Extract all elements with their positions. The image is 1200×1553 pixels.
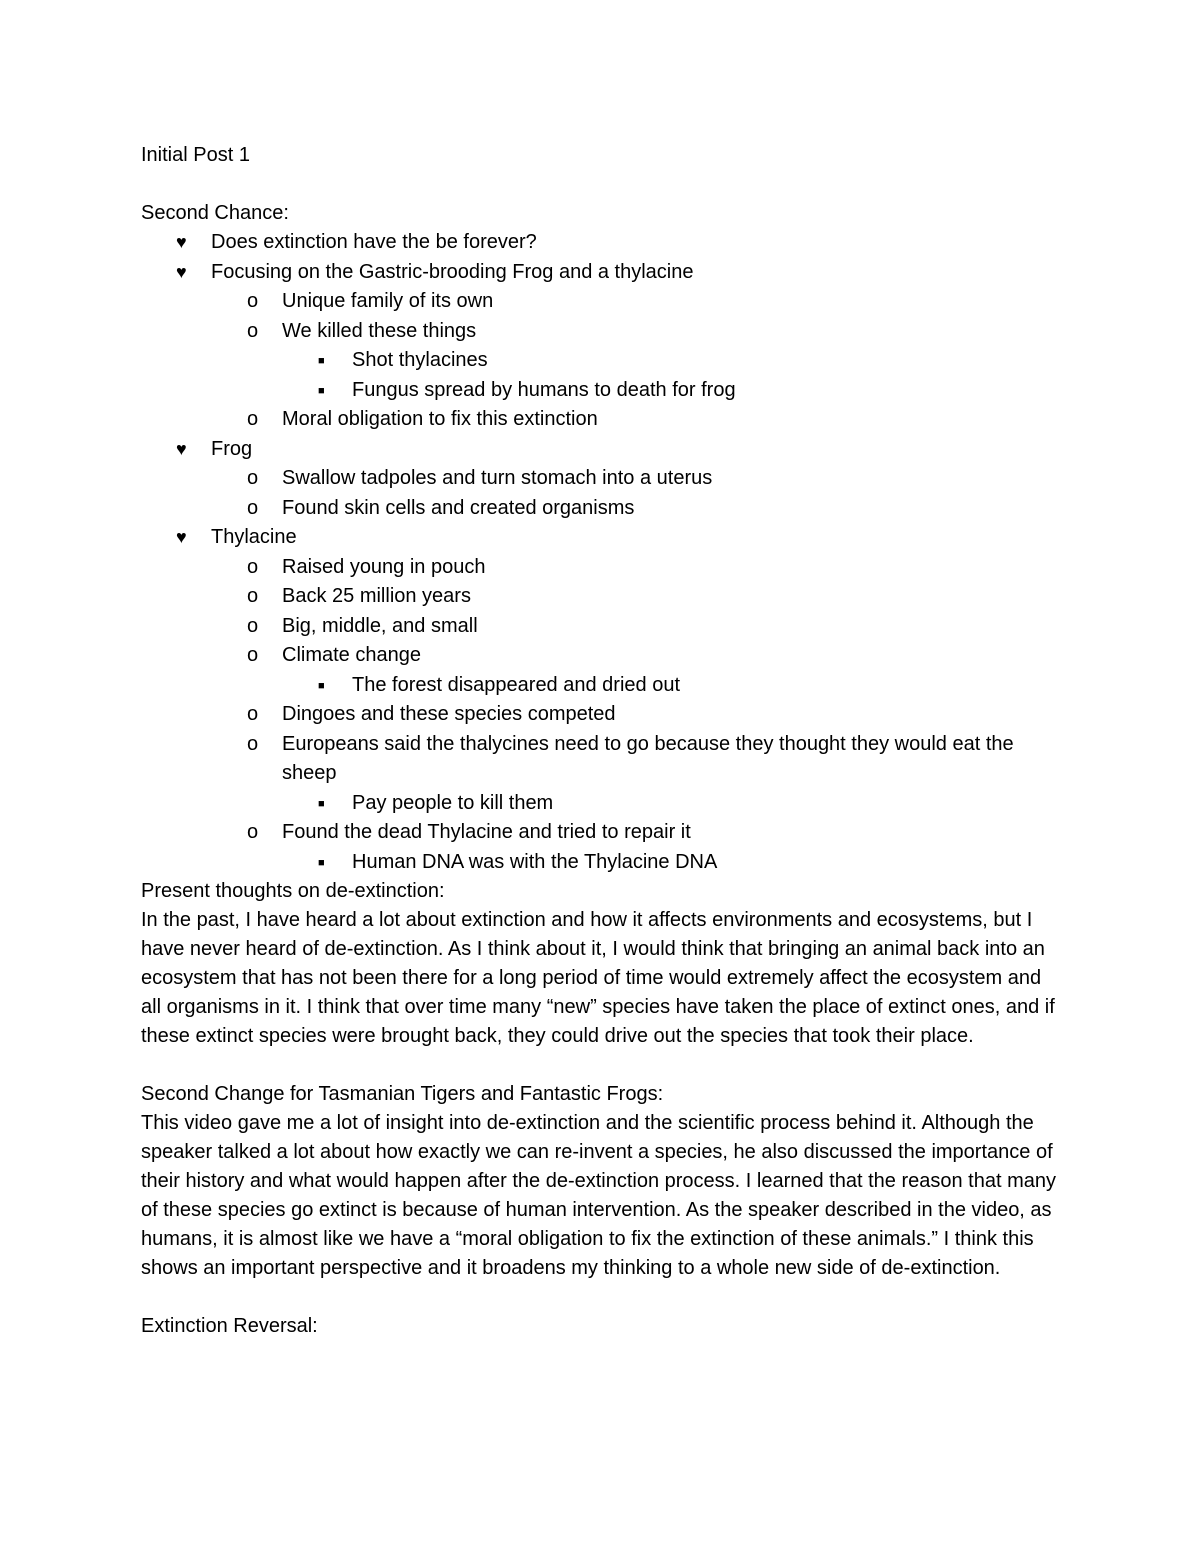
list-item xyxy=(141,376,1061,406)
list-item-text: Shot thylacines xyxy=(352,349,488,371)
list-item xyxy=(141,317,1061,347)
circle-bullet-icon: o xyxy=(247,585,259,607)
spacer xyxy=(141,1283,1061,1312)
list-item xyxy=(141,553,1061,583)
list-item xyxy=(141,405,1061,435)
list-item xyxy=(141,730,1061,789)
list-item-text: Focusing on the Gastric-brooding Frog and a thylacine xyxy=(211,260,694,283)
list-item-text: The forest disappeared and dried out xyxy=(352,673,680,696)
list-item xyxy=(141,228,1061,258)
circle-bullet-icon: o xyxy=(247,555,259,578)
list-item-text: Fungus spread by humans to death for frog xyxy=(352,378,736,401)
list-item-text: Frog xyxy=(211,437,253,460)
section-heading-present-thoughts: Present thoughts on de-extinction: xyxy=(141,880,445,902)
list-item xyxy=(141,700,1061,730)
list-item xyxy=(141,612,1061,642)
section-heading-second-change: Second Change for Tasmanian Tigers and Fantastic Frogs: xyxy=(141,1083,664,1105)
list-item xyxy=(141,848,1061,878)
list-item xyxy=(141,671,1061,701)
list-item-text: Big, middle, and small xyxy=(282,614,478,637)
list-item xyxy=(141,582,1061,612)
list-item xyxy=(141,523,1061,553)
list-item-text: Moral obligation to fix this extinction xyxy=(282,408,598,430)
video-reflection-paragraph: This video gave me a lot of insight into de-extinction and the scientific process behind it. Although the speaker talked a lot about how exactly we can re-invent a species, he also discussed the importance of their history and what would happen after the de-extinction process. I learned that the reason that many of these species go extinct is because of human intervention. As the speaker described in the video, as humans, it is almost like we have a “moral obligation to fix the extinction of these animals.” I think this shows an important perspective and it broadens my thinking to a whole new side of de-extinction. xyxy=(141,1112,1056,1279)
list-item-text: Found skin cells and created organisms xyxy=(282,496,635,519)
circle-bullet-icon: o xyxy=(247,319,259,342)
list-item-text: Dingoes and these species competed xyxy=(282,703,616,725)
circle-bullet-icon: o xyxy=(247,732,259,755)
list-item-text: Raised young in pouch xyxy=(282,555,486,578)
list-item-text: Back 25 million years xyxy=(282,585,471,607)
list-item-text: Human DNA was with the Thylacine DNA xyxy=(352,850,718,873)
square-bullet-icon: ■ xyxy=(318,355,325,367)
list-item-text: Thylacine xyxy=(211,526,297,548)
list-item xyxy=(141,641,1061,671)
list-item-text: Swallow tadpoles and turn stomach into a uterus xyxy=(282,467,713,489)
document-content xyxy=(141,141,1061,1341)
list-item-text: Europeans said the thalycines need to go because they thought they would eat the sheep xyxy=(282,732,1014,784)
list-item xyxy=(141,435,1061,465)
section-heading-second-chance: Second Chance: xyxy=(141,202,289,224)
circle-bullet-icon: o xyxy=(247,467,259,489)
list-item-text: Unique family of its own xyxy=(282,290,494,312)
circle-bullet-icon: o xyxy=(247,703,259,725)
heart-bullet-icon: ♥ xyxy=(176,261,187,282)
spacer xyxy=(141,1051,1061,1080)
square-bullet-icon: ■ xyxy=(318,856,325,869)
circle-bullet-icon: o xyxy=(247,821,259,843)
list-item xyxy=(141,789,1061,819)
list-item xyxy=(141,464,1061,494)
heart-bullet-icon: ♥ xyxy=(176,438,187,459)
circle-bullet-icon: o xyxy=(247,290,259,312)
circle-bullet-icon: o xyxy=(247,644,259,666)
heart-bullet-icon: ♥ xyxy=(176,232,187,252)
list-item xyxy=(141,258,1061,288)
circle-bullet-icon: o xyxy=(247,614,259,637)
list-item xyxy=(141,287,1061,317)
square-bullet-icon: ■ xyxy=(318,679,325,692)
heart-bullet-icon: ♥ xyxy=(176,527,187,547)
list-item xyxy=(141,818,1061,848)
document-title: Initial Post 1 xyxy=(141,144,250,166)
list-item xyxy=(141,494,1061,524)
square-bullet-icon: ■ xyxy=(318,797,325,810)
list-item-text: Found the dead Thylacine and tried to repair it xyxy=(282,821,691,843)
notes-list xyxy=(141,228,1061,877)
present-thoughts-paragraph: In the past, I have heard a lot about extinction and how it affects environments and ecosystems, but I have never heard of de-extinction. As I think about it, I would think that bringing an animal back into an ecosystem that has not been there for a long period of time would extremely affect the ecosystem and all organisms in it. I think that over time many “new” species have taken the place of extinct ones, and if these extinct species were brought back, they could drive out the species that took their place. xyxy=(141,909,1055,1047)
list-item-text: Pay people to kill them xyxy=(352,791,554,814)
section-heading-extinction-reversal: Extinction Reversal: xyxy=(141,1315,318,1337)
list-item-text: We killed these things xyxy=(282,319,477,342)
circle-bullet-icon: o xyxy=(247,408,259,430)
list-item xyxy=(141,346,1061,376)
square-bullet-icon: ■ xyxy=(318,384,325,397)
list-item-text: Does extinction have the be forever? xyxy=(211,231,537,253)
circle-bullet-icon: o xyxy=(247,496,259,519)
list-item-text: Climate change xyxy=(282,644,421,666)
